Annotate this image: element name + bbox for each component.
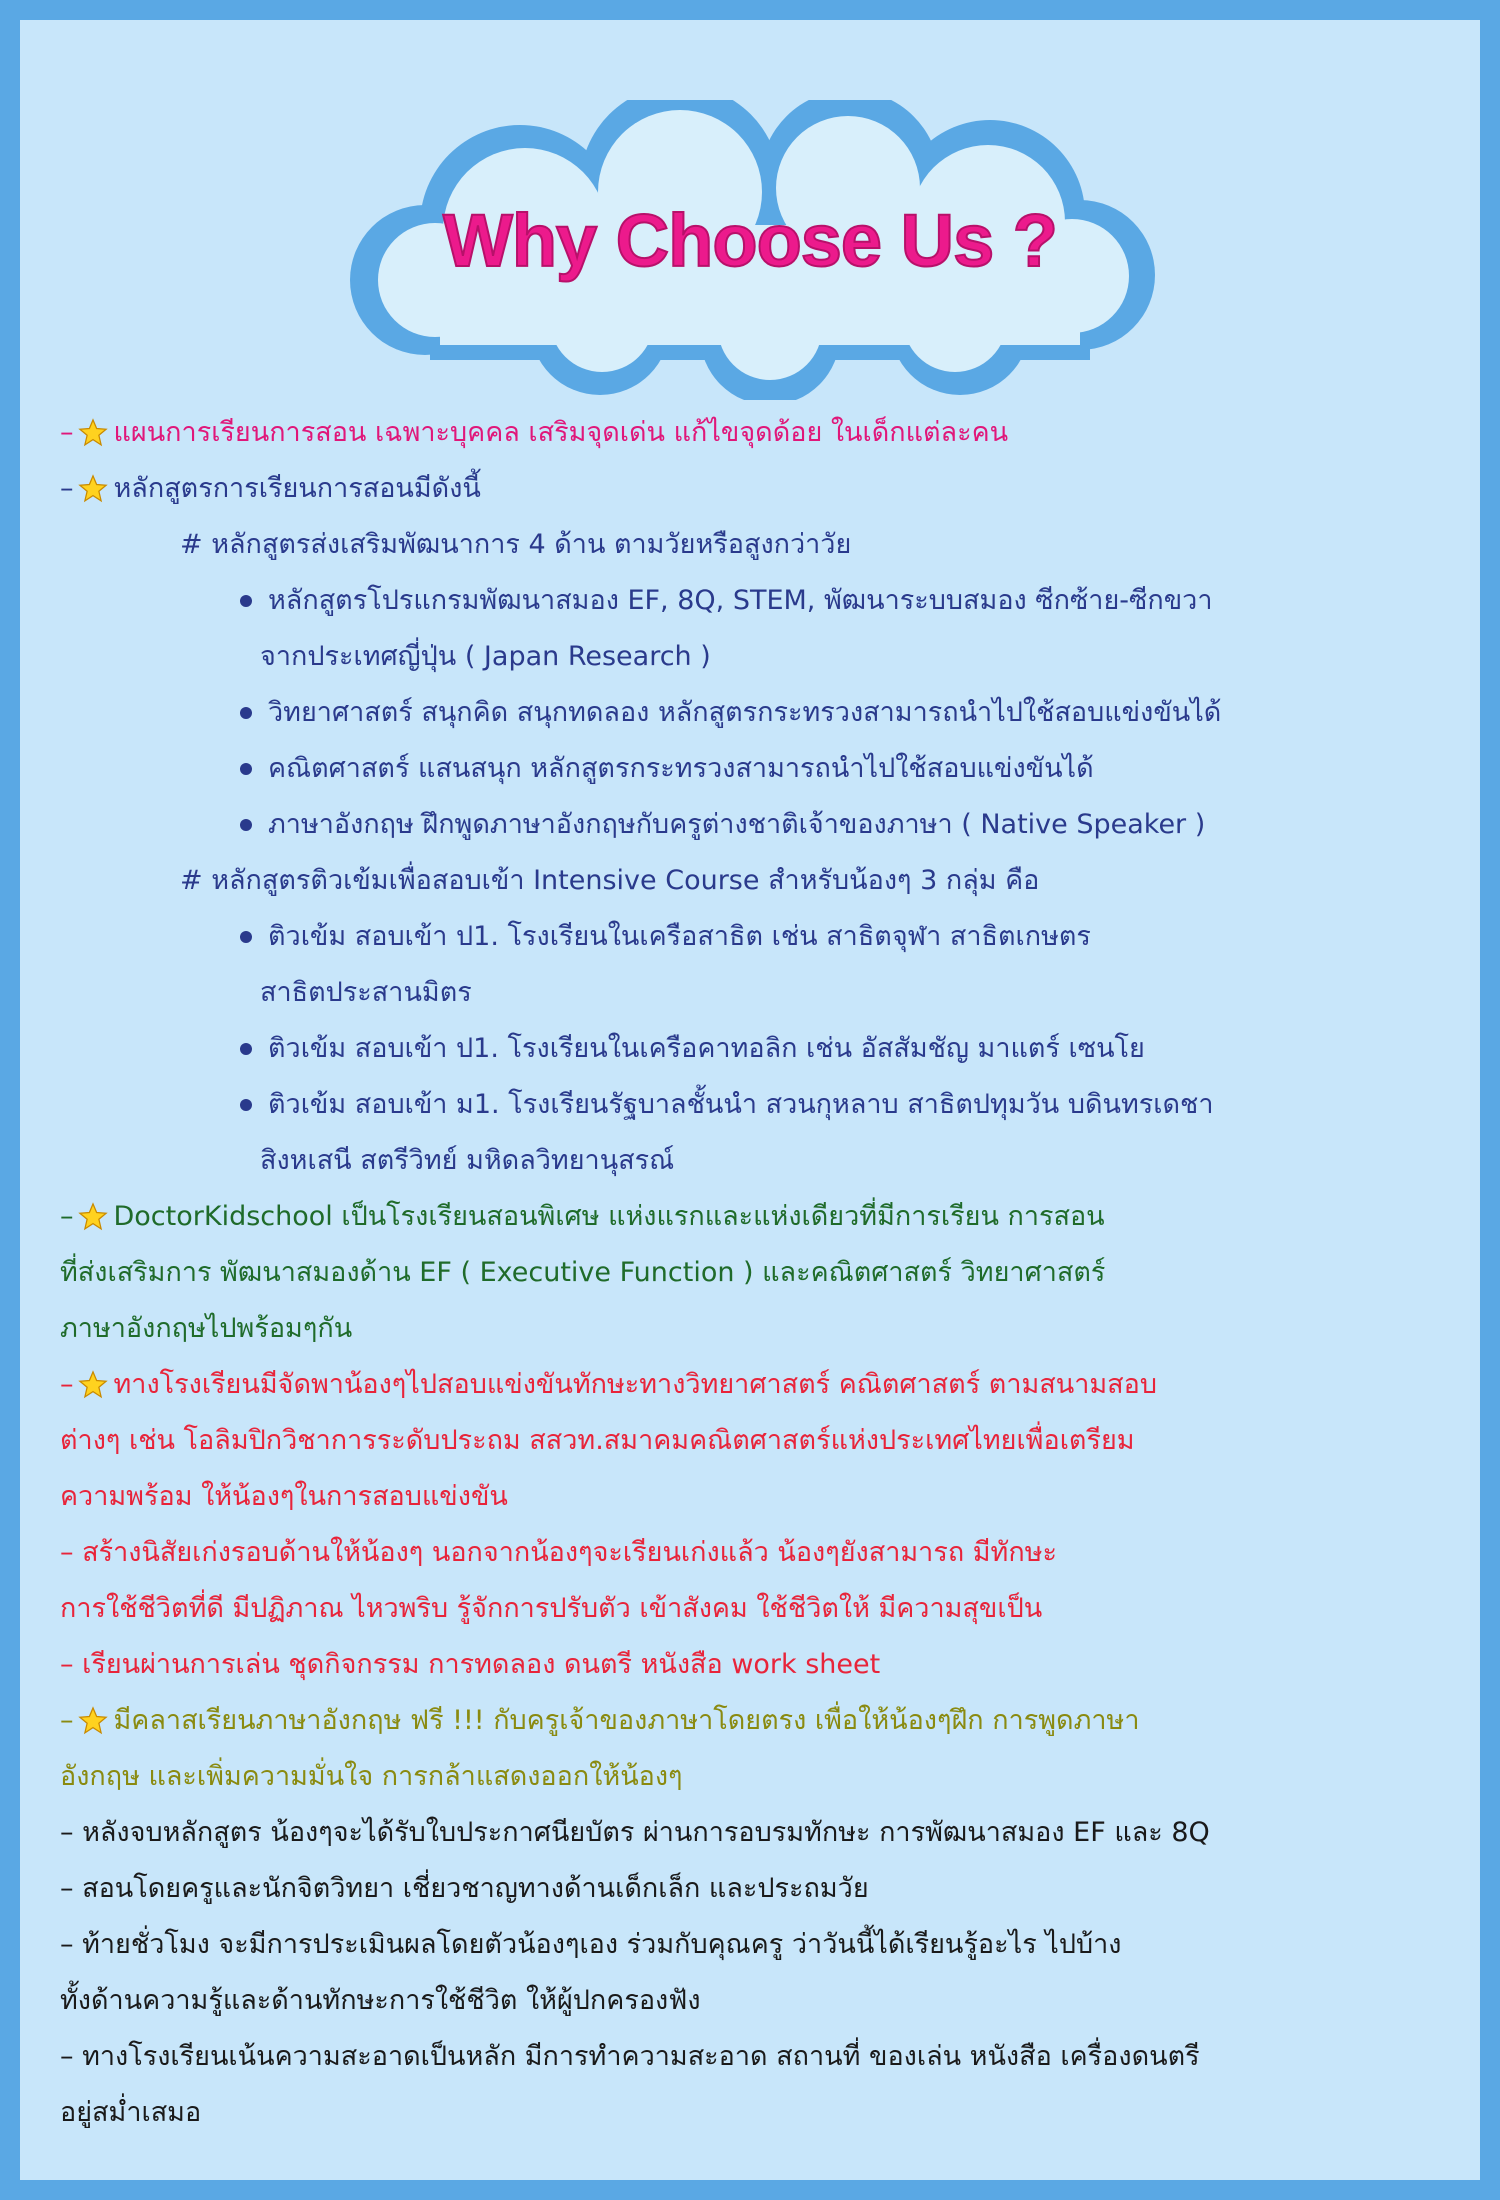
line-text: สอนโดยครูและนักจิตวิทยา เชี่ยวชาญทางด้านเด็กเล็ก และประถมวัย [82, 1873, 869, 1904]
line-text: สิงหเสนี สตรีวิทย์ มหิดลวิทยานุสรณ์ [260, 1145, 675, 1176]
list-item [60, 629, 1455, 685]
star-icon [78, 1706, 108, 1736]
bullet-dot [240, 595, 252, 607]
line-text: หลังจบหลักสูตร น้องๆจะได้รับใบประกาศนียบัตร ผ่านการอบรมทักษะ การพัฒนาสมอง EF และ 8Q [82, 1817, 1210, 1848]
line-text: ที่ส่งเสริมการ พัฒนาสมองด้าน EF ( Executive Function ) และคณิตศาสตร์ วิทยาศาสตร์ [60, 1257, 1106, 1288]
list-item [60, 853, 1455, 909]
star-icon [78, 418, 108, 448]
list-item: – มีคลาสเรียนภาษาอังกฤษ ฟรี !!! กับครูเจ้าของภาษาโดยตรง เพื่อให้น้องๆฝึก การพูดภาษา [60, 1693, 1455, 1749]
line-text: ทางโรงเรียนเน้นความสะอาดเป็นหลัก มีการทำความสะอาด สถานที่ ของเล่น หนังสือ เครื่องดนตรี [82, 2041, 1200, 2072]
line-text: หลักสูตรโปรแกรมพัฒนาสมอง EF, 8Q, STEM, พัฒนาระบบสมอง ซีกซ้าย-ซีกขวา [268, 585, 1213, 616]
line-text: ความพร้อม ให้น้องๆในการสอบแข่งขัน [60, 1481, 508, 1512]
list-item: – หลังจบหลักสูตร น้องๆจะได้รับใบประกาศนียบัตร ผ่านการอบรมทักษะ การพัฒนาสมอง EF และ 8Q [60, 1805, 1455, 1861]
line-text: อยู่สม่ำเสมอ [60, 2097, 202, 2128]
line-text: ภาษาอังกฤษ ฝึกพูดภาษาอังกฤษกับครูต่างชาติเจ้าของภาษา ( Native Speaker ) [268, 809, 1206, 840]
list-item [60, 741, 1455, 797]
list-item [60, 1021, 1455, 1077]
line-text: วิทยาศาสตร์ สนุกคิด สนุกทดลอง หลักสูตรกระทรวงสามารถนำไปใช้สอบแข่งขันได้ [268, 697, 1222, 728]
line-text: จากประเทศญี่ปุ่น ( Japan Research ) [260, 641, 711, 672]
bullet-dot [240, 931, 252, 943]
bullet-dot [240, 763, 252, 775]
content-list [60, 405, 1455, 2141]
list-item [60, 1973, 1455, 2029]
list-item [60, 1581, 1455, 1637]
list-item: – ท้ายชั่วโมง จะมีการประเมินผลโดยตัวน้องๆเอง ร่วมกับคุณครู ว่าวันนี้ได้เรียนรู้อะไร ไปบ้าง [60, 1917, 1455, 1973]
line-text: แผนการเรียนการสอน เฉพาะบุคคล เสริมจุดเด่น แก้ไขจุดด้อย ในเด็กแต่ละคน [113, 417, 1009, 448]
list-item [60, 797, 1455, 853]
star-icon [78, 474, 108, 504]
line-text: มีคลาสเรียนภาษาอังกฤษ ฟรี !!! กับครูเจ้าของภาษาโดยตรง เพื่อให้น้องๆฝึก การพูดภาษา [113, 1705, 1140, 1736]
list-item [60, 1749, 1455, 1805]
list-item [60, 965, 1455, 1021]
line-text: ทั้งด้านความรู้และด้านทักษะการใช้ชีวิต ให้ผู้ปกครองฟัง [60, 1985, 701, 2016]
list-item: – สอนโดยครูและนักจิตวิทยา เชี่ยวชาญทางด้านเด็กเล็ก และประถมวัย [60, 1861, 1455, 1917]
list-item [60, 2085, 1455, 2141]
list-item: – เรียนผ่านการเล่น ชุดกิจกรรม การทดลอง ดนตรี หนังสือ work sheet [60, 1637, 1455, 1693]
list-item [60, 1413, 1455, 1469]
list-item [60, 1245, 1455, 1301]
list-item [60, 685, 1455, 741]
line-text: DoctorKidschool เป็นโรงเรียนสอนพิเศษ แห่งแรกและแห่งเดียวที่มีการเรียน การสอน [113, 1201, 1105, 1232]
line-text: ติวเข้ม สอบเข้า ม1. โรงเรียนรัฐบาลชั้นนำ สวนกุหลาบ สาธิตปทุมวัน บดินทรเดชา [268, 1089, 1214, 1120]
page-title: Why Choose Us ? [442, 199, 1058, 282]
line-text: เรียนผ่านการเล่น ชุดกิจกรรม การทดลอง ดนตรี หนังสือ work sheet [82, 1649, 881, 1680]
line-text: ภาษาอังกฤษไปพร้อมๆกัน [60, 1313, 353, 1344]
list-item: – ทางโรงเรียนมีจัดพาน้องๆไปสอบแข่งขันทักษะทางวิทยาศาสตร์ คณิตศาสตร์ ตามสนามสอบ [60, 1357, 1455, 1413]
list-item [60, 573, 1455, 629]
list-item [60, 1469, 1455, 1525]
star-icon [78, 1202, 108, 1232]
line-text: ท้ายชั่วโมง จะมีการประเมินผลโดยตัวน้องๆเอง ร่วมกับคุณครู ว่าวันนี้ได้เรียนรู้อะไร ไปบ้าง [82, 1929, 1122, 1960]
list-item: – หลักสูตรการเรียนการสอนมีดังนี้ [60, 461, 1455, 517]
list-item: – ทางโรงเรียนเน้นความสะอาดเป็นหลัก มีการทำความสะอาด สถานที่ ของเล่น หนังสือ เครื่องดนตรี [60, 2029, 1455, 2085]
line-text: สาธิตประสานมิตร [260, 977, 472, 1008]
bullet-dot [240, 707, 252, 719]
list-item [60, 1133, 1455, 1189]
line-text: ติวเข้ม สอบเข้า ป1. โรงเรียนในเครือคาทอลิก เช่น อัสสัมชัญ มาแตร์ เซนโย [268, 1033, 1145, 1064]
line-text: ทางโรงเรียนมีจัดพาน้องๆไปสอบแข่งขันทักษะทางวิทยาศาสตร์ คณิตศาสตร์ ตามสนามสอบ [113, 1369, 1158, 1400]
list-item [60, 517, 1455, 573]
list-item: – DoctorKidschool เป็นโรงเรียนสอนพิเศษ แห่งแรกและแห่งเดียวที่มีการเรียน การสอน [60, 1189, 1455, 1245]
line-text: ติวเข้ม สอบเข้า ป1. โรงเรียนในเครือสาธิต เช่น สาธิตจุฬา สาธิตเกษตร [268, 921, 1091, 952]
line-text: # หลักสูตรส่งเสริมพัฒนาการ 4 ด้าน ตามวัยหรือสูงกว่าวัย [180, 529, 852, 560]
bullet-dot [240, 1099, 252, 1111]
title-cloud [340, 100, 1160, 400]
poster [20, 20, 1480, 2180]
list-item [60, 1301, 1455, 1357]
list-item: – แผนการเรียนการสอน เฉพาะบุคคล เสริมจุดเด่น แก้ไขจุดด้อย ในเด็กแต่ละคน [60, 405, 1455, 461]
list-item [60, 1077, 1455, 1133]
line-text: อังกฤษ และเพิ่มความมั่นใจ การกล้าแสดงออกให้น้องๆ [60, 1761, 683, 1792]
line-text: ต่างๆ เช่น โอลิมปิกวิชาการระดับประถม สสวท.สมาคมคณิตศาสตร์แห่งประเทศไทยเพื่อเตรียม [60, 1425, 1135, 1456]
line-text: หลักสูตรการเรียนการสอนมีดังนี้ [113, 473, 481, 504]
bullet-dot [240, 1043, 252, 1055]
star-icon [78, 1370, 108, 1400]
line-text: คณิตศาสตร์ แสนสนุก หลักสูตรกระทรวงสามารถนำไปใช้สอบแข่งขันได้ [268, 753, 1094, 784]
bullet-dot [240, 819, 252, 831]
list-item: – สร้างนิสัยเก่งรอบด้านให้น้องๆ นอกจากน้องๆจะเรียนเก่งแล้ว น้องๆยังสามารถ มีทักษะ [60, 1525, 1455, 1581]
list-item [60, 909, 1455, 965]
line-text: # หลักสูตรติวเข้มเพื่อสอบเข้า Intensive Course สำหรับน้องๆ 3 กลุ่ม คือ [180, 865, 1040, 896]
line-text: สร้างนิสัยเก่งรอบด้านให้น้องๆ นอกจากน้องๆจะเรียนเก่งแล้ว น้องๆยังสามารถ มีทักษะ [82, 1537, 1057, 1568]
line-text: การใช้ชีวิตที่ดี มีปฏิภาณ ไหวพริบ รู้จักการปรับตัว เข้าสังคม ใช้ชีวิตให้ มีความสุขเป็น [60, 1593, 1043, 1624]
